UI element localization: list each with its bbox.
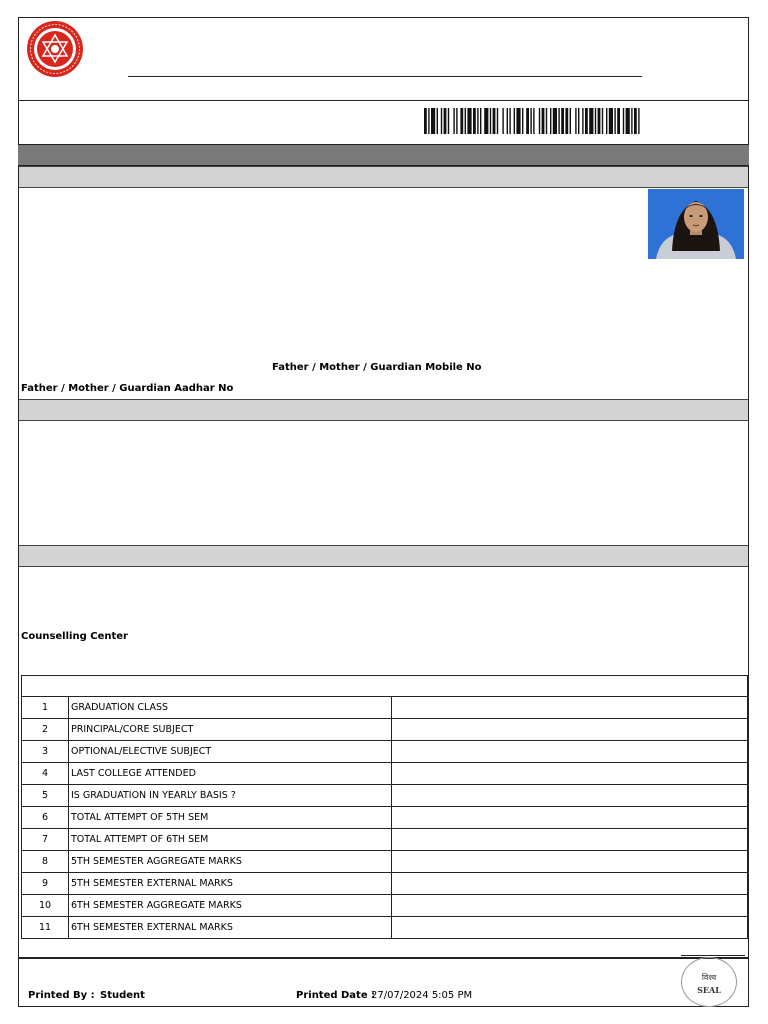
barcode-bar <box>507 108 508 134</box>
barcode-bar <box>456 108 457 134</box>
barcode-bar <box>585 108 588 134</box>
barcode-bar <box>582 108 583 134</box>
row-value <box>392 763 748 785</box>
barcode-bar <box>493 108 496 134</box>
table-row <box>22 763 748 785</box>
barcode-bar <box>542 108 545 134</box>
barcode-bar <box>631 108 632 134</box>
barcode-bar <box>441 108 442 134</box>
guardian-mobile-label: Father / Mother / Guardian Mobile No <box>272 362 482 373</box>
table-row <box>22 807 748 829</box>
row-number: 6 <box>22 807 69 829</box>
barcode-bar <box>480 108 481 134</box>
header-title-line <box>128 76 642 77</box>
university-emblem-icon <box>24 20 86 78</box>
row-label: OPTIONAL/ELECTIVE SUBJECT <box>69 741 392 763</box>
printed-date-value: 27/07/2024 5:05 PM <box>371 990 473 1001</box>
row-number: 5 <box>22 785 69 807</box>
barcode-bar <box>514 108 515 134</box>
barcode-bar <box>467 108 471 134</box>
barcode-bar <box>437 108 438 134</box>
barcode-bar <box>598 108 601 134</box>
barcode-bar <box>550 108 551 134</box>
seal-text-hindi: विश्व <box>701 973 717 982</box>
row-label: 5TH SEMESTER EXTERNAL MARKS <box>69 873 392 895</box>
barcode-bar <box>516 108 520 134</box>
table-row <box>22 719 748 741</box>
barcode-bar <box>502 108 503 134</box>
table-row <box>22 741 748 763</box>
row-value <box>392 719 748 741</box>
barcode-bar <box>539 108 540 134</box>
barcode-bar <box>431 108 435 134</box>
divider <box>18 100 749 101</box>
printed-date-label: Printed Date : <box>296 990 376 1001</box>
guardian-aadhar-label: Father / Mother / Guardian Aadhar No <box>21 383 234 394</box>
barcode-bar <box>497 108 498 134</box>
barcode-bar <box>509 108 510 134</box>
row-value <box>392 741 748 763</box>
barcode-bar <box>561 108 564 134</box>
row-number: 8 <box>22 851 69 873</box>
barcode-bar <box>490 108 491 134</box>
row-label: TOTAL ATTEMPT OF 5TH SEM <box>69 807 392 829</box>
barcode-bar <box>602 108 603 134</box>
row-number: 11 <box>22 917 69 939</box>
row-value <box>392 873 748 895</box>
barcode-bar <box>595 108 596 134</box>
barcode-bar <box>477 108 478 134</box>
row-label: TOTAL ATTEMPT OF 6TH SEM <box>69 829 392 851</box>
row-number: 3 <box>22 741 69 763</box>
barcode-bar <box>522 108 523 134</box>
row-label: PRINCIPAL/CORE SUBJECT <box>69 719 392 741</box>
barcode-bar <box>589 108 593 134</box>
barcode-bar <box>565 108 568 134</box>
row-value <box>392 807 748 829</box>
row-label: IS GRADUATION IN YEARLY BASIS ? <box>69 785 392 807</box>
barcode-bar <box>526 108 529 134</box>
printed-by-value: Student <box>100 990 145 1001</box>
barcode-bar <box>460 108 463 134</box>
footer-divider <box>18 957 749 959</box>
row-number: 10 <box>22 895 69 917</box>
barcode-bar <box>428 108 429 134</box>
barcode-bar <box>530 108 531 134</box>
table-header-cell <box>22 676 748 697</box>
barcode-bar <box>533 108 534 134</box>
table-row <box>22 785 748 807</box>
barcode-bar <box>448 108 449 134</box>
row-number: 9 <box>22 873 69 895</box>
barcode-bar <box>473 108 476 134</box>
row-label: 5TH SEMESTER AGGREGATE MARKS <box>69 851 392 873</box>
printed-by-label: Printed By : <box>28 990 95 1001</box>
table-row <box>22 895 748 917</box>
barcode-bar <box>606 108 607 134</box>
graduation-details-table <box>21 675 748 939</box>
barcode-bar <box>553 108 557 134</box>
barcode-icon <box>424 108 736 134</box>
section-band-personal <box>19 166 748 188</box>
barcode-bar <box>626 108 630 134</box>
barcode-bar <box>570 108 571 134</box>
row-label: 6TH SEMESTER AGGREGATE MARKS <box>69 895 392 917</box>
row-label: LAST COLLEGE ATTENDED <box>69 763 392 785</box>
barcode-bar <box>453 108 454 134</box>
row-value <box>392 829 748 851</box>
section-band-counselling <box>19 545 748 567</box>
barcode-bar <box>546 108 547 134</box>
seal-stamp <box>681 957 737 1007</box>
barcode-bar <box>444 108 447 134</box>
student-photo <box>648 189 744 259</box>
barcode-bar <box>484 108 488 134</box>
row-value <box>392 895 748 917</box>
barcode-bar <box>465 108 466 134</box>
row-label: GRADUATION CLASS <box>69 697 392 719</box>
table-row <box>22 873 748 895</box>
section-band-address <box>19 399 748 421</box>
row-number: 1 <box>22 697 69 719</box>
row-number: 4 <box>22 763 69 785</box>
barcode-bar <box>424 108 427 134</box>
table-row <box>22 917 748 939</box>
table-header-row <box>22 676 748 697</box>
barcode-bar <box>634 108 637 134</box>
seal-text: SEAL <box>697 985 721 995</box>
form-title-band <box>18 144 749 166</box>
barcode-bar <box>609 108 613 134</box>
row-value <box>392 785 748 807</box>
barcode-bar <box>638 108 639 134</box>
table-row <box>22 851 748 873</box>
barcode-bar <box>617 108 620 134</box>
row-number: 2 <box>22 719 69 741</box>
table-row <box>22 829 748 851</box>
barcode-bar <box>614 108 615 134</box>
row-value <box>392 851 748 873</box>
row-number: 7 <box>22 829 69 851</box>
barcode-bar <box>623 108 624 134</box>
barcode-bar <box>575 108 576 134</box>
row-value <box>392 697 748 719</box>
footer-tick <box>681 955 745 956</box>
barcode-bar <box>558 108 559 134</box>
row-label: 6TH SEMESTER EXTERNAL MARKS <box>69 917 392 939</box>
barcode-bar <box>578 108 579 134</box>
counselling-center-label: Counselling Center <box>21 631 128 642</box>
row-value <box>392 917 748 939</box>
table-row <box>22 697 748 719</box>
